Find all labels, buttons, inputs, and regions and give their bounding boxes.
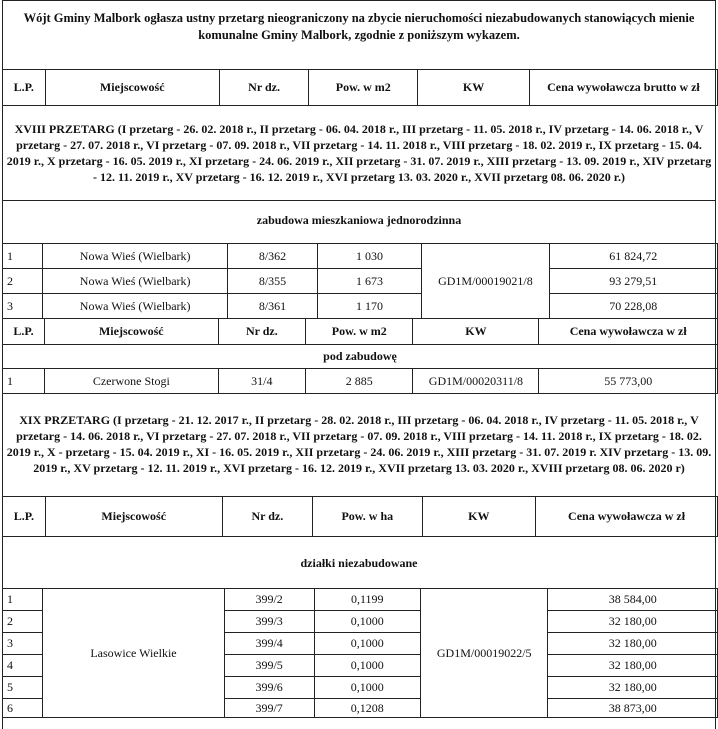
lp-cell: 2 [3,269,43,294]
lp-cell: 2 [3,611,43,633]
col-lp: L.P. [3,70,46,106]
xix-tender-description: XIX PRZETARG (I przetarg - 21. 12. 2017 r., II przetarg - 28. 02. 2018 r., III przetarg - 06. 04. 2018 r., IV przetarg - 11. 05. 2018 r., V przetarg - 14. 06. 2018 r., VI przetarg - 27. 07. 2018 r., VII przetarg - 07. 09. 2018 r., VIII przetarg - 14. 11. 2018 r., IX przetarg - 18. 02. 2019 r., X - przetarg - 15. 04. 2019 r., XI - 16. 05. 2019 r., XII przetarg - 24. 06. 2019 r., XIII przetarg - 31. 07. 2019 r. XIV przetarg - 13. 09. 2019 r., XV przetarg - 12. 11. 2019 r., XVI przetarg - 16. 12. 2019 r., XVII przetarg 13. 03. 2020 r., XVIII przetarg 08. 06. 2020 r) [6,413,712,475]
xviii-tender-description: XVIII PRZETARG (I przetarg - 26. 02. 2018 r., II przetarg - 06. 04. 2018 r., III przetarg - 11. 05. 2018 r., IV przetarg - 14. 06. 2018 r., V przetarg - 27. 07. 2018 r., VI przetarg - 07. 09. 2018 r., VII przetarg - 14. 11. 2018 r., VIII przetarg - 18. 02. 2019 r., IX przetarg - 15. 04. 2019 r., X przetarg - 16. 05. 2019 r., XI przetarg - 24. 06. 2019 r., XII przetarg - 31. 07. 2019 r., XIII przetarg - 13. 09. 2019 r., XIV przetarg - 12. 11. 2019 r., XV przetarg - 16. 12. 2019 r., XVI przetarg 13. 03. 2020 r., XVII przetarg 08. 06. 2020 r.) [6,122,712,184]
price-cell: 38 584,00 [548,589,718,611]
plot-cell: 8/355 [228,269,317,294]
kw-cell: GD1M/00020311/8 [413,369,539,394]
frame-top-border [2,0,716,1]
xviii-category-label: zabudowa mieszkaniowa jednorodzinna [256,213,462,227]
area-cell: 0,1199 [314,589,420,611]
xviii-header-table [2,69,718,106]
place-cell: Lasowice Wielkie [43,589,224,718]
pod-zabudowe-category-label: pod zabudowę [3,345,718,369]
area-cell: 0,1000 [314,611,420,633]
place-cell: Nowa Wieś (Wielbark) [43,244,228,269]
col-area: Pow. w ha [313,497,423,537]
place-cell: Nowa Wieś (Wielbark) [43,269,228,294]
plot-cell: 8/361 [228,294,317,319]
price-cell: 93 279,51 [549,269,717,294]
plot-cell: 399/5 [224,655,314,677]
area-cell: 0,1000 [314,633,420,655]
lp-cell: 4 [3,655,43,677]
pod-zabudowe-table [2,318,718,394]
area-cell: 0,1208 [314,699,420,718]
col-lp: L.P. [3,497,46,537]
price-cell: 38 873,00 [548,699,718,718]
table-row [3,369,718,394]
col-place: Miejscowość [45,319,219,345]
col-kw: KW [422,497,536,537]
lp-cell: 6 [3,699,43,718]
table-row [3,294,718,319]
col-price: Cena wywoławcza w zł [536,497,718,537]
table-row [3,589,718,611]
plot-cell: 8/362 [228,244,317,269]
col-price: Cena wywoławcza w zł [539,319,718,345]
area-cell: 0,1000 [314,677,420,699]
kw-cell: GD1M/00019022/5 [420,589,548,718]
lp-cell: 1 [3,589,43,611]
col-kw: KW [418,70,530,106]
lp-cell: 5 [3,677,43,699]
lp-cell: 1 [3,244,43,269]
price-cell: 32 180,00 [548,677,718,699]
price-cell: 32 180,00 [548,633,718,655]
plot-cell: 399/6 [224,677,314,699]
price-cell: 55 773,00 [539,369,718,394]
place-cell: Czerwone Stogi [45,369,219,394]
col-kw: KW [413,319,539,345]
col-area: Pow. w m2 [309,70,418,106]
xix-category-label: działki niezabudowane [300,556,418,570]
plot-cell: 399/2 [224,589,314,611]
col-place: Miejscowość [45,70,219,106]
area-cell: 1 673 [317,269,422,294]
area-cell: 1 170 [317,294,422,319]
col-price: Cena wywoławcza brutto w zł [529,70,717,106]
col-plot-number: Nr dz. [219,70,308,106]
plot-cell: 399/3 [224,611,314,633]
table-row [3,244,718,269]
plot-cell: 399/7 [224,699,314,718]
col-plot-number: Nr dz. [222,497,312,537]
kw-cell: GD1M/00019021/8 [422,244,549,319]
area-cell: 1 030 [317,244,422,269]
xviii-data-table [2,243,718,319]
announcement-header: Wójt Gminy Malbork ogłasza ustny przetarg nieograniczony na zbycie nieruchomości niezabudowanych stanowiących mienie komunalne Gminy Malbork, zgodnie z poniższym wykazem. [23,11,695,42]
col-lp: L.P. [3,319,45,345]
plot-cell: 31/4 [218,369,305,394]
price-cell: 32 180,00 [548,655,718,677]
lp-cell: 1 [3,369,45,394]
place-cell: Nowa Wieś (Wielbark) [43,294,228,319]
price-cell: 70 228,08 [549,294,717,319]
xix-header-table [2,496,718,537]
area-cell: 2 885 [306,369,413,394]
col-plot-number: Nr dz. [218,319,305,345]
price-cell: 61 824,72 [549,244,717,269]
price-cell: 32 180,00 [548,611,718,633]
area-cell: 0,1000 [314,655,420,677]
divider [2,200,716,201]
table-row [3,269,718,294]
col-area: Pow. w m2 [306,319,413,345]
plot-cell: 399/4 [224,633,314,655]
lp-cell: 3 [3,294,43,319]
xix-data-table [2,588,718,718]
col-place: Miejscowość [45,497,222,537]
lp-cell: 3 [3,633,43,655]
